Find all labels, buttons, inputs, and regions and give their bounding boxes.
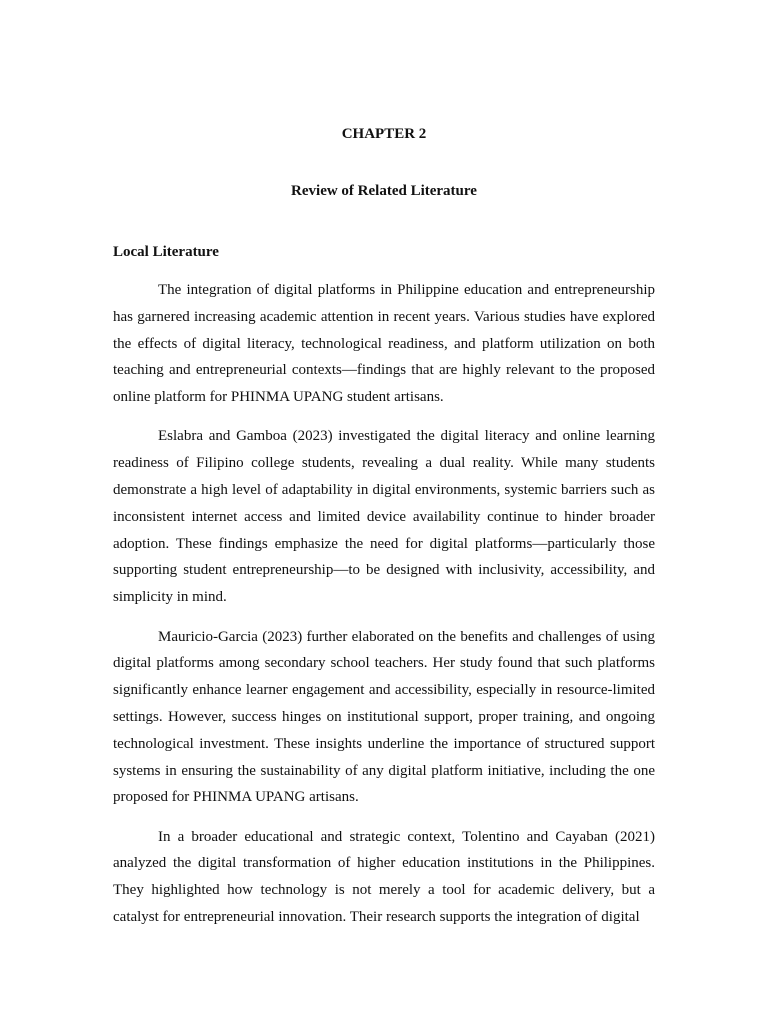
chapter-title: Review of Related Literature <box>291 183 477 199</box>
paragraph: Eslabra and Gamboa (2023) investigated the digital literacy and online learning readiness of Filipino college students, revealing a dual reality. While many students demonstrate a high level of adaptability in digital environments, systemic barriers such as inconsistent internet access and limited device availability continue to hinder broader adoption. These findings emphasize the need for digital platforms—particularly those supporting student entrepreneurship—to be designed with inclusivity, accessibility, and simplicity in mind. <box>113 428 655 606</box>
section-heading: Local Literature <box>113 244 219 260</box>
paragraph: The integration of digital platforms in Philippine education and entrepreneurship has garnered increasing academic attention in recent years. Various studies have explored the effects of digital literacy, technological readiness, and platform utilization on both teaching and entrepreneurial contexts—findings that are highly relevant to the proposed online platform for PHINMA UPANG student artisans. <box>113 282 655 406</box>
paragraph: Mauricio-Garcia (2023) further elaborated on the benefits and challenges of using digital platforms among secondary school teachers. Her study found that such platforms significantly enhance learner engagement and accessibility, especially in resource-limited settings. However, success hinges on institutional support, proper training, and ongoing technological investment. These insights underline the importance of structured support systems in ensuring the sustainability of any digital platform initiative, including the one proposed for PHINMA UPANG artisans. <box>113 628 655 806</box>
chapter-heading: CHAPTER 2 <box>341 126 427 142</box>
paragraph: In a broader educational and strategic context, Tolentino and Cayaban (2021) analyzed the digital transformation of higher education institutions in the Philippines. They highlighted how technology is not merely a tool for academic delivery, but a catalyst for entrepreneurial innovation. Their research supports the integration of digital <box>113 828 655 926</box>
body-text <box>113 277 655 943</box>
